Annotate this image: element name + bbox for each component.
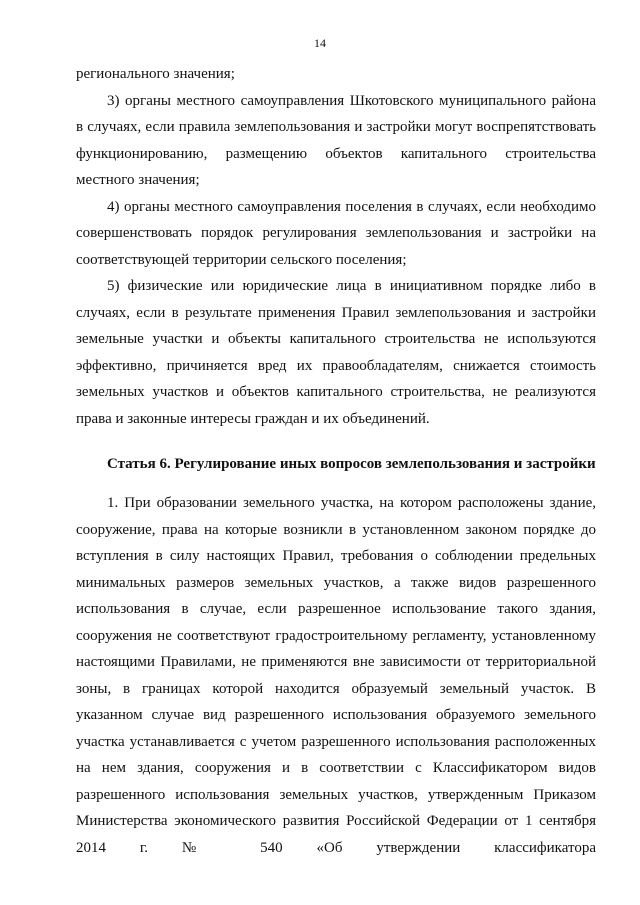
paragraph-item-4: 4) органы местного самоуправления поселения в случаях, если необходимо совершенствовать порядок регулирования землепользования и застройки на соответствующей территории сельского поселения; — [76, 198, 596, 268]
article-paragraph-1: 1. При образовании земельного участка, на котором расположены здание, сооружение, права на которые возникли в установленном законом порядке до вступления в силу настоящих Правил, требования о соблюдении предельных минимальных размеров земельных участков, а также видов разрешенного использования в случае, если разрешенное использование такого здания, сооружения не соответствуют градостроительному регламенту, установленному настоящими Правилами, не применяются вне зависимости от территориальной зоны, в границах которой находится образуемый земельный участок. В указанном случае вид разрешенного использования образуемого земельного участка устанавливается с учетом разрешенного использования расположенных на нем здания, сооружения и в соответствии с Классификатором видов разрешенного использования земельных участков, утвержденным Приказом Министерства экономического развития Российской Федерации от 1 сентября 2014 г. № 540 «Об утверждении классификатора — [76, 495, 596, 856]
article-heading: Статья 6. Регулирование иных вопросов землепользования и застройки — [107, 456, 596, 472]
page-number: 14 — [314, 36, 326, 50]
paragraph-item-5: 5) физические или юридические лица в инициативном порядке либо в случаях, если в результате применения Правил землепользования и застройки земельные участки и объекты капитального строительства не используются эффективно, причиняется вред их правообладателям, снижается стоимость земельных участков и объектов капитального строительства, не реализуются права и законные интересы граждан и их объединений. — [76, 278, 596, 427]
paragraph-continuation: регионального значения; — [76, 66, 235, 82]
paragraph-item-3: 3) органы местного самоуправления Шкотовского муниципального района в случаях, если правила землепользования и застройки могут воспрепятствовать функционированию, размещению объектов капитального строительства местного значения; — [76, 92, 596, 188]
document-body — [76, 61, 596, 861]
